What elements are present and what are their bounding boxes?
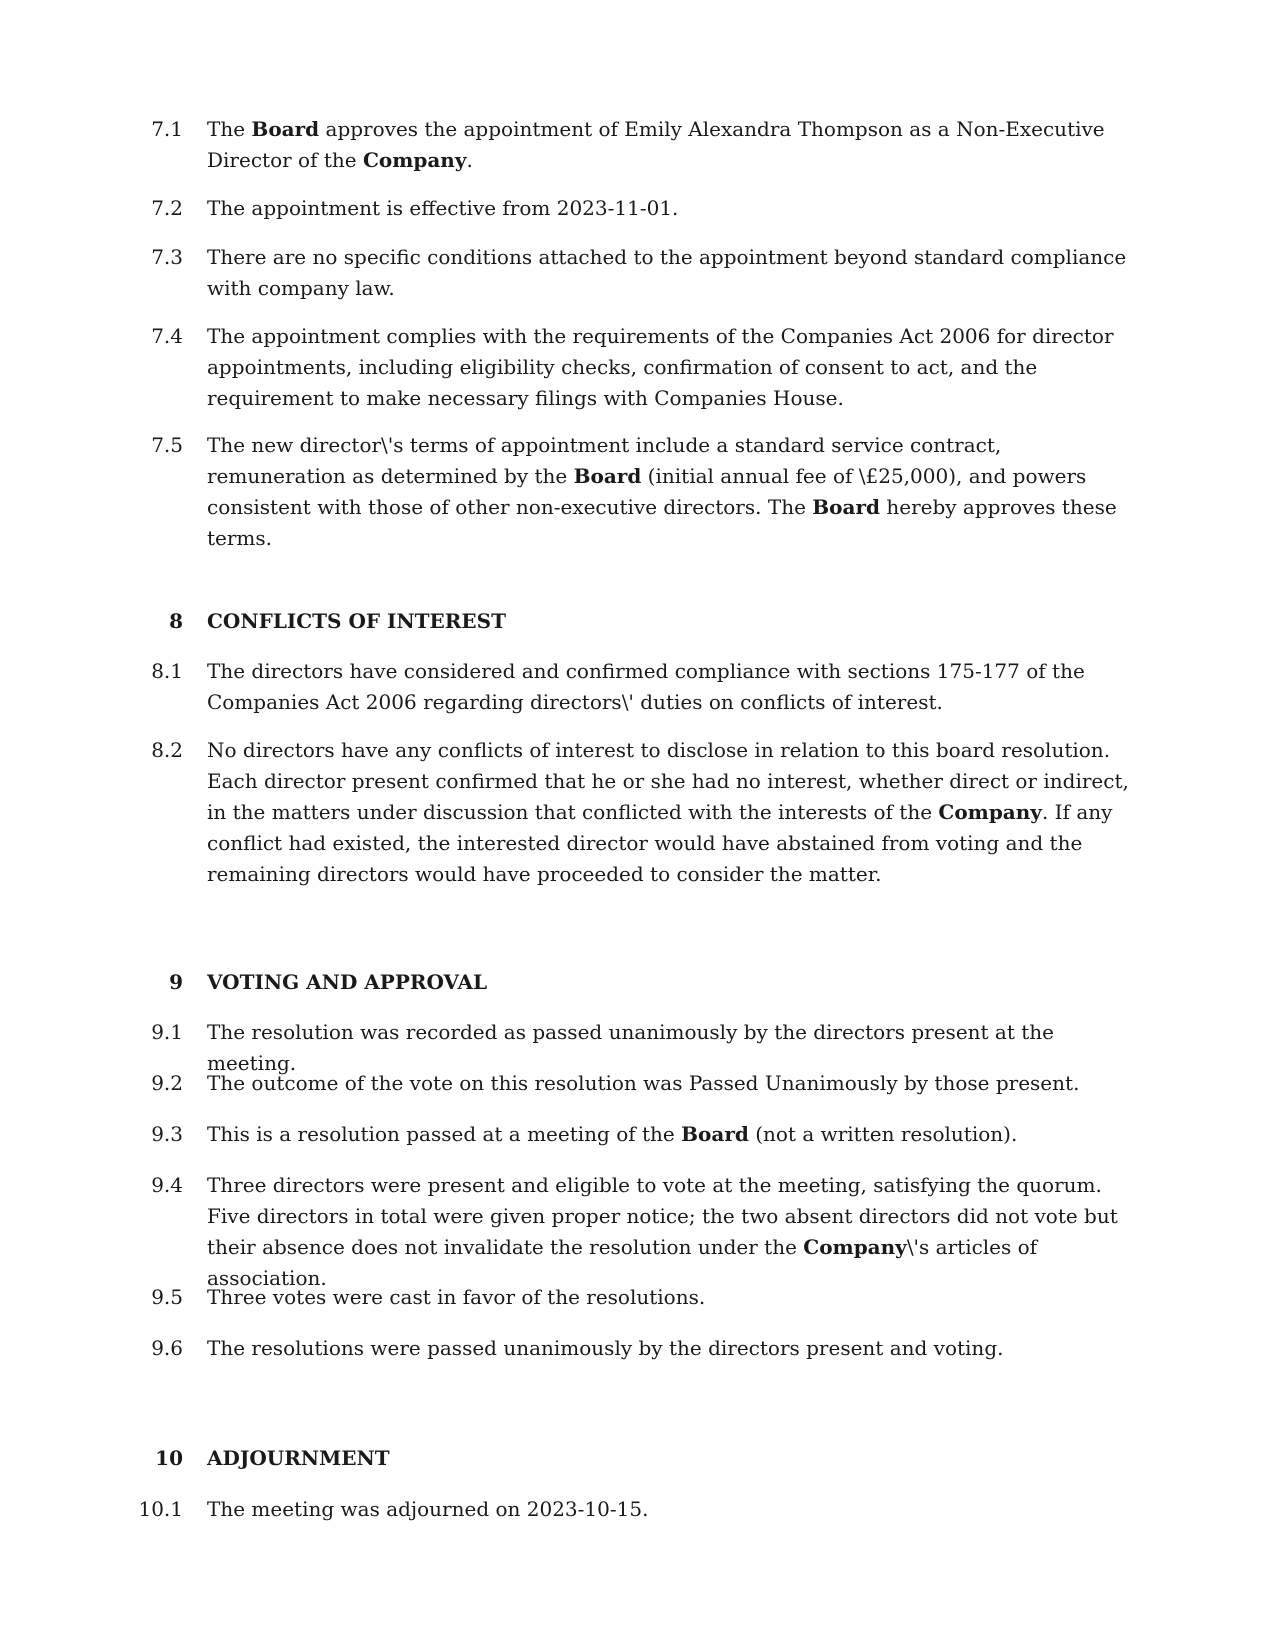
section-7: [0, 114, 1275, 550]
section-heading: [0, 967, 1275, 1017]
section-number: 9: [169, 970, 183, 994]
clause-9-4: [0, 1170, 1275, 1290]
clause-number: 9.4: [151, 1173, 183, 1197]
clause-text: The resolutions were passed unanimously by the directors present and voting.: [207, 1336, 1004, 1360]
clause-7-5: [0, 430, 1275, 550]
defined-term: Board: [681, 1122, 749, 1146]
clause-9-1: [0, 1017, 1275, 1075]
defined-term: Board: [573, 464, 642, 488]
clause-number: 7.5: [151, 433, 183, 457]
section-title: VOTING AND APPROVAL: [207, 970, 488, 994]
clause-7-3: [0, 242, 1275, 321]
clause-text: The appointment complies with the requirements of the Companies Act 2006 for director appointments, including eligibility checks, confirmation of consent to act, and the requirement to make necessary filings with Companies House.: [207, 324, 1114, 410]
clause-8-2: [0, 735, 1275, 895]
clause-9-3: [0, 1119, 1275, 1170]
clause-7-4: [0, 321, 1275, 430]
clause-10-1: [0, 1494, 1275, 1545]
clause-text: The new director\'s terms of appointment include a standard service contract, remuneration as determined by the Board (initial annual fee of \£25,000), and powers consistent with those of other non-executive directors. The Board hereby approves these terms.: [207, 433, 1117, 550]
section-8: [0, 606, 1275, 895]
defined-term: Company: [803, 1235, 907, 1259]
clause-number: 8.1: [151, 659, 183, 683]
clause-7-2: [0, 193, 1275, 242]
section-heading: [0, 1443, 1275, 1494]
clause-text: The resolution was recorded as passed unanimously by the directors present at the meeting.: [207, 1020, 1055, 1075]
clause-number: 9.6: [151, 1336, 183, 1360]
clause-9-5: [0, 1282, 1275, 1333]
section-number: 10: [155, 1446, 183, 1470]
defined-term: Company: [938, 800, 1042, 824]
clause-text: This is a resolution passed at a meeting of the Board (not a written resolution).: [207, 1122, 1018, 1146]
clause-number: 9.1: [151, 1020, 183, 1044]
clause-text: The directors have considered and confirmed compliance with sections 175-177 of the Companies Act 2006 regarding directors\' duties on conflicts of interest.: [207, 659, 1085, 714]
clause-number: 7.1: [151, 117, 183, 141]
clause-number: 9.3: [151, 1122, 183, 1146]
clause-number: 8.2: [151, 738, 183, 762]
clause-text: There are no specific conditions attached to the appointment beyond standard compliance with company law.: [207, 245, 1127, 300]
clause-number: 10.1: [138, 1497, 183, 1521]
section-title: ADJOURNMENT: [207, 1446, 390, 1470]
clause-7-1: [0, 114, 1275, 193]
clause-number: 7.2: [151, 196, 183, 220]
clause-9-2: [0, 1068, 1275, 1119]
clause-text: The Board approves the appointment of Emily Alexandra Thompson as a Non-Executive Director of the Company.: [207, 117, 1105, 172]
section-10: [0, 1443, 1275, 1545]
clause-text: Three directors were present and eligible to vote at the meeting, satisfying the quorum. Five directors in total were given proper notice; the two absent directors did not vote but their absence does not invalidate the resolution under the Company\'s articles of association.: [207, 1173, 1118, 1290]
clause-text: The outcome of the vote on this resolution was Passed Unanimously by those present.: [207, 1071, 1080, 1095]
clause-8-1: [0, 656, 1275, 735]
defined-term: Board: [251, 117, 320, 141]
section-number: 8: [169, 609, 183, 633]
clause-number: 9.5: [151, 1285, 183, 1309]
section-heading: [0, 606, 1275, 656]
clause-text: No directors have any conflicts of interest to disclose in relation to this board resolution. Each director present confirmed that he or she had no interest, whether direct or indirect, in the matters under discussion that conflicted with the interests of the Company. If any conflict had existed, the interested director would have abstained from voting and the remaining directors would have proceeded to consider the matter.: [207, 738, 1129, 886]
section-title: CONFLICTS OF INTEREST: [207, 609, 506, 633]
clause-text: Three votes were cast in favor of the resolutions.: [207, 1285, 706, 1309]
clause-number: 7.3: [151, 245, 183, 269]
clause-text: The appointment is effective from 2023-11-01.: [207, 196, 679, 220]
clause-text: The meeting was adjourned on 2023-10-15.: [207, 1497, 649, 1521]
clause-number: 9.2: [151, 1071, 183, 1095]
section-9: [0, 967, 1275, 1384]
clause-9-6: [0, 1333, 1275, 1384]
defined-term: Board: [812, 495, 880, 519]
clause-number: 7.4: [151, 324, 183, 348]
defined-term: Company: [362, 148, 467, 172]
